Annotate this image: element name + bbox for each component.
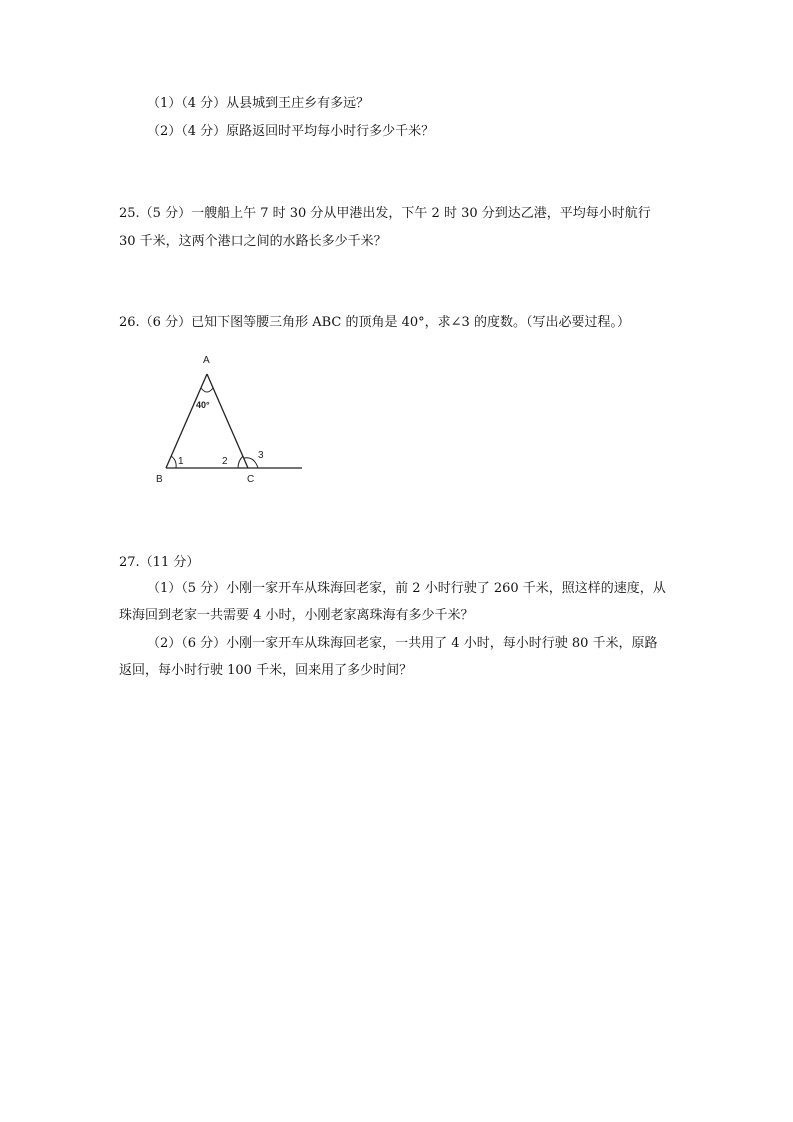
triangle-figure [150,348,310,488]
angle-2-label: 2 [222,456,228,467]
vertex-c-label: C [247,474,255,485]
vertex-a-label: A [203,355,210,366]
q24-part2: （2）（4 分）原路返回时平均每小时行多少千米？ [147,124,435,139]
vertex-b-label: B [156,474,163,485]
q27-header: 27.（11 分） [119,555,200,570]
q27-part2-line2: 返回，每小时行驶 100 千米，回来用了多少时间？ [119,663,413,678]
q24-part1: （1）（4 分）从县城到王庄乡有多远？ [147,96,370,111]
q27-part1-line1: （1）（5 分）小刚一家开车从珠海回老家，前 2 小时行驶了 260 千米，照这样的速度，从 [147,581,666,596]
q26-line1: 26.（6 分）已知下图等腰三角形 ABC 的顶角是 40°，求∠3 的度数。（写出必要过程。） [119,315,630,330]
apex-angle-label: 40° [196,400,210,410]
angle-1-label: 1 [178,456,184,467]
angle-2-arc [238,456,243,468]
angle-3-label: 3 [258,450,264,461]
q25-line2: 30 千米，这两个港口之间的水路长多少千米？ [119,234,387,249]
apex-angle-arc [201,388,213,392]
q27-part2-line1: （2）（6 分）小刚一家开车从珠海回老家，一共用了 4 小时，每小时行驶 80 千米，原路 [147,636,658,651]
angle-1-arc [171,456,176,468]
q25-line1: 25.（5 分）一艘船上午 7 时 30 分从甲港出发，下午 2 时 30 分到达乙港，平均每小时航行 [119,206,651,221]
side-ab [166,374,207,468]
side-ac [207,374,248,468]
q27-part1-line2: 珠海回到老家一共需要 4 小时，小刚老家离珠海有多少千米？ [119,608,474,623]
